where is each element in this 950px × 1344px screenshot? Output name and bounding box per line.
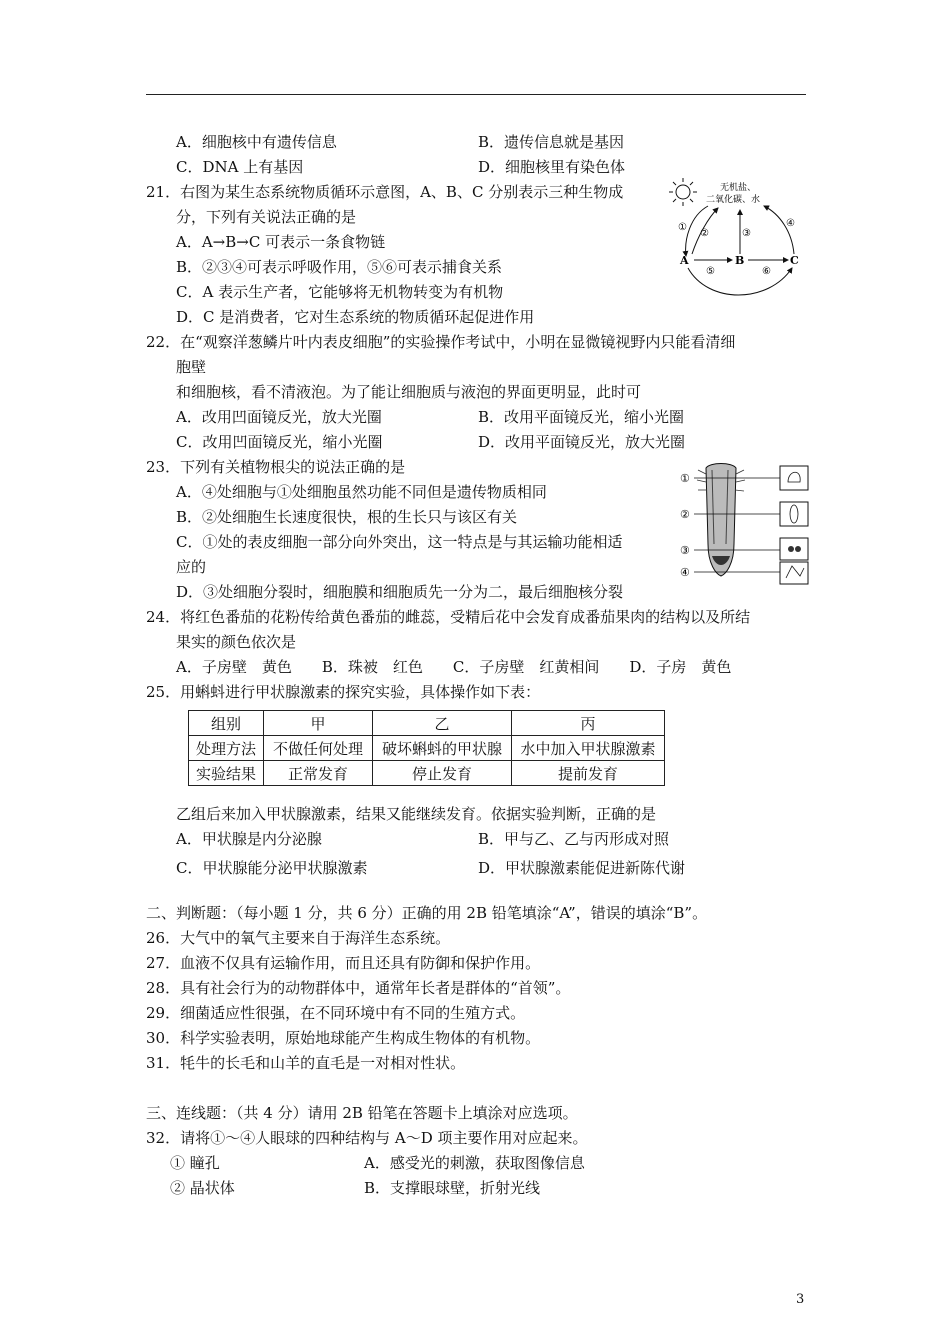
q21-stem-line2: 分，下列有关说法正确的是 bbox=[176, 208, 357, 226]
q23-option-b: B．②处细胞生长速度很快，根的生长只与该区有关 bbox=[176, 508, 518, 526]
q25-option-c: C．甲状腺能分泌甲状腺激素 bbox=[176, 859, 368, 877]
q32-stem: 32．请将①～④人眼球的四种结构与 A～D 项主要作用对应起来。 bbox=[146, 1129, 588, 1147]
q22-option-c: C．改用凹面镜反光，缩小光圈 bbox=[176, 433, 383, 451]
table-cell: 水中加入甲状腺激素 bbox=[512, 736, 665, 761]
table-header-cell: 丙 bbox=[512, 711, 665, 736]
root-hair-cell-icon bbox=[780, 466, 808, 490]
q20-option-d: D．细胞核里有染色体 bbox=[478, 158, 626, 176]
match-right-b: B．支撑眼球壁，折射光线 bbox=[364, 1179, 541, 1197]
node-a: A bbox=[680, 254, 689, 267]
arrow-bottom-arc bbox=[688, 268, 792, 295]
q20-option-a: A．细胞核中有遗传信息 bbox=[176, 133, 337, 151]
q24-options: A．子房壁 黄色 B．珠被 红色 C．子房壁 红黄相间 D．子房 黄色 bbox=[176, 658, 732, 676]
label-2: ② bbox=[700, 228, 709, 239]
table-header-row bbox=[189, 711, 665, 736]
table-header-cell: 组别 bbox=[189, 711, 264, 736]
tf-item: 26．大气中的氧气主要来自于海洋生态系统。 bbox=[146, 929, 451, 947]
label-3: ③ bbox=[742, 228, 751, 239]
table-row bbox=[189, 736, 665, 761]
root-label-4: ④ bbox=[680, 566, 690, 579]
root-label-2: ② bbox=[680, 508, 690, 521]
q25-stem: 25．用蝌蚪进行甲状腺激素的探究实验，具体操作如下表： bbox=[146, 683, 541, 701]
q22-stem-line2: 胞壁 bbox=[176, 358, 207, 376]
q22-option-b: B．改用平面镜反光，缩小光圈 bbox=[478, 408, 685, 426]
label-1: ① bbox=[678, 222, 687, 233]
q25-option-a: A．甲状腺是内分泌腺 bbox=[176, 830, 322, 848]
tf-item: 27．血液不仅具有运输作用，而且还具有防御和保护作用。 bbox=[146, 954, 541, 972]
q25-option-b: B．甲与乙、乙与丙形成对照 bbox=[478, 830, 670, 848]
q24-stem-line1: 24．将红色番茄的花粉传给黄色番茄的雌蕊，受精后花中会发育成番茄果肉的结构以及所结 bbox=[146, 608, 751, 626]
cycle-top-label-1: 无机盐、 bbox=[720, 183, 757, 193]
q23-option-a: A．④处细胞与①处细胞虽然功能不同但是遗传物质相同 bbox=[176, 483, 547, 501]
root-label-3: ③ bbox=[680, 544, 690, 557]
section3-heading: 三、连线题：（共 4 分）请用 2B 铅笔在答题卡上填涂对应选项。 bbox=[146, 1104, 578, 1122]
table-cell: 正常发育 bbox=[264, 761, 373, 786]
elongation-cell-icon bbox=[780, 502, 808, 526]
table-header-cell: 甲 bbox=[264, 711, 373, 736]
match-left-2: ② 晶状体 bbox=[170, 1179, 235, 1197]
q21-option-c: C．A 表示生产者，它能够将无机物转变为有机物 bbox=[176, 283, 504, 301]
q21-option-b: B．②③④可表示呼吸作用，⑤⑥可表示捕食关系 bbox=[176, 258, 503, 276]
q21-option-a: A．A→B→C 可表示一条食物链 bbox=[176, 233, 386, 251]
tf-item: 30．科学实验表明，原始地球能产生构成生物体的有机物。 bbox=[146, 1029, 541, 1047]
q25-option-d: D．甲状腺激素能促进新陈代谢 bbox=[478, 859, 686, 877]
label-6: ⑥ bbox=[762, 266, 771, 277]
q25-after-text: 乙组后来加入甲状腺激素，结果又能继续发育。依据实验判断，正确的是 bbox=[176, 805, 657, 823]
sun-icon bbox=[669, 178, 697, 206]
q23-option-d: D．③处细胞分裂时，细胞膜和细胞质先一分为二，最后细胞核分裂 bbox=[176, 583, 624, 601]
q20-option-c: C．DNA 上有基因 bbox=[176, 158, 304, 176]
label-5: ⑤ bbox=[706, 266, 715, 277]
root-tip-icon bbox=[697, 464, 745, 577]
q22-option-d: D．改用平面镜反光，放大光圈 bbox=[478, 433, 686, 451]
tf-item: 31．牦牛的长毛和山羊的直毛是一对相对性状。 bbox=[146, 1054, 466, 1072]
q25-table bbox=[188, 710, 665, 786]
match-left-1: ① 瞳孔 bbox=[170, 1154, 220, 1172]
label-4: ④ bbox=[786, 218, 795, 229]
arrow-4 bbox=[764, 206, 794, 254]
table-cell: 停止发育 bbox=[373, 761, 512, 786]
table-header-cell: 乙 bbox=[373, 711, 512, 736]
q23-option-c-line2: 应的 bbox=[176, 558, 207, 576]
q23-stem: 23．下列有关植物根尖的说法正确的是 bbox=[146, 458, 406, 476]
q22-option-a: A．改用凹面镜反光，放大光圈 bbox=[176, 408, 382, 426]
root-cap-cell-icon bbox=[780, 562, 808, 584]
q23-option-c-line1: C．①处的表皮细胞一部分向外突出，这一特点是与其运输功能相适 bbox=[176, 533, 623, 551]
table-cell: 实验结果 bbox=[189, 761, 264, 786]
node-b: B bbox=[735, 254, 745, 267]
node-c: C bbox=[790, 254, 799, 267]
tf-item: 29．细菌适应性很强，在不同环境中有不同的生殖方式。 bbox=[146, 1004, 526, 1022]
cell-images bbox=[780, 466, 808, 584]
tf-item: 28．具有社会行为的动物群体中，通常年长者是群体的“首领”。 bbox=[146, 979, 571, 997]
table-row bbox=[189, 761, 665, 786]
table-cell: 破坏蝌蚪的甲状腺 bbox=[373, 736, 512, 761]
root-tip-diagram bbox=[676, 460, 816, 586]
table-cell: 提前发育 bbox=[512, 761, 665, 786]
page-number: 3 bbox=[796, 1292, 805, 1307]
q21-option-d: D．C 是消费者，它对生态系统的物质循环起促进作用 bbox=[176, 308, 535, 326]
q22-stem-line3: 和细胞核，看不清液泡。为了能让细胞质与液泡的界面更明显，此时可 bbox=[176, 383, 642, 401]
q21-stem-line1: 21．右图为某生态系统物质循环示意图，A、B、C 分别表示三种生物成 bbox=[146, 183, 624, 201]
q22-stem-line1: 22．在“观察洋葱鳞片叶内表皮细胞”的实验操作考试中，小明在显微镜视野内只能看清细 bbox=[146, 333, 736, 351]
q24-stem-line2: 果实的颜色依次是 bbox=[176, 633, 297, 651]
q20-option-b: B．遗传信息就是基因 bbox=[478, 133, 625, 151]
table-cell: 不做任何处理 bbox=[264, 736, 373, 761]
match-right-a: A．感受光的刺激，获取图像信息 bbox=[364, 1154, 585, 1172]
cycle-top-label-2: 二氧化碳、水 bbox=[706, 195, 761, 205]
nutrient-cycle-diagram bbox=[668, 176, 808, 304]
root-label-1: ① bbox=[680, 472, 690, 485]
table-cell: 处理方法 bbox=[189, 736, 264, 761]
section2-heading: 二、判断题：（每小题 1 分，共 6 分）正确的用 2B 铅笔填涂“A”，错误的填涂“B”。 bbox=[146, 904, 708, 922]
header-rule bbox=[146, 94, 806, 95]
